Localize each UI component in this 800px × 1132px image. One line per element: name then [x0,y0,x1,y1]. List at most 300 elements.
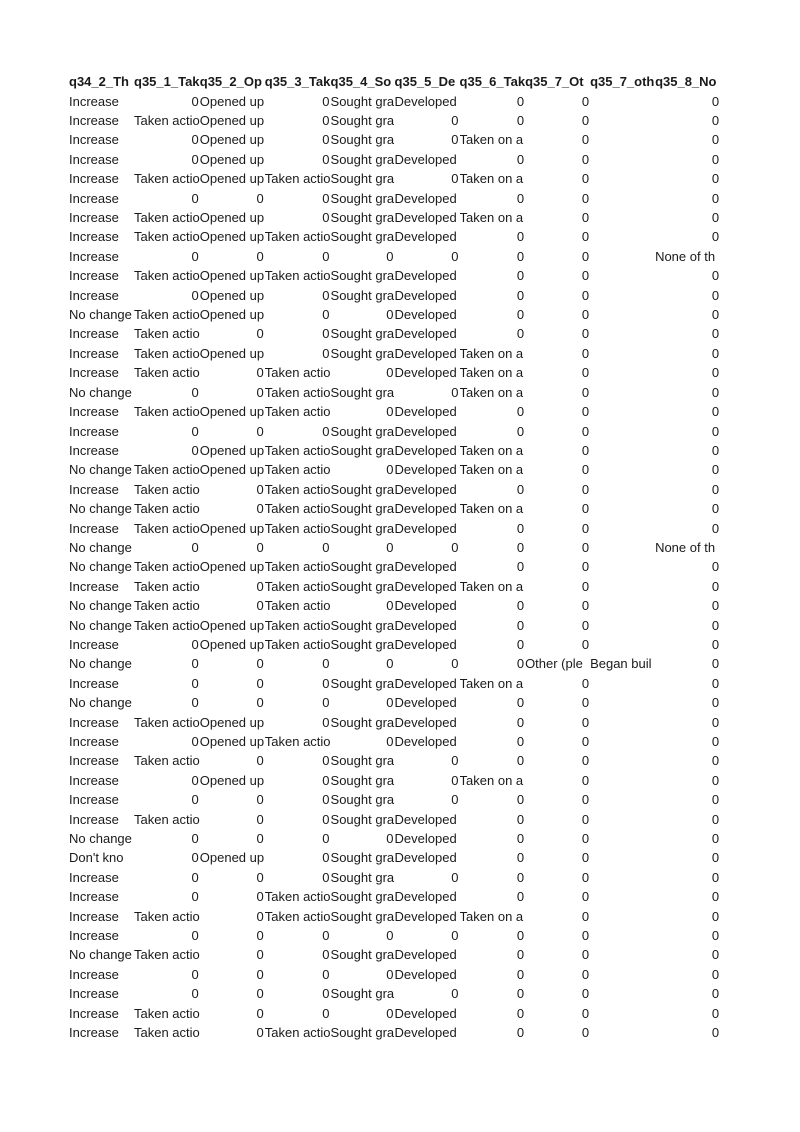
table-cell: 0 [256,675,264,691]
table-cell: 0 [256,908,264,924]
table-cell: Sought gra [330,792,395,808]
table-cell: 0 [256,501,264,517]
table-cell: Developed [394,695,457,711]
table-cell: 0 [256,578,264,594]
table-cell [590,91,655,110]
table-cell: 0 [711,210,720,226]
table-row [69,344,720,363]
table-cell: Taken on a [459,578,524,594]
table-row [69,324,720,343]
table-cell: Increase [69,229,119,245]
table-cell: 0 [581,869,590,885]
table-cell: Developed [394,1025,457,1041]
table-cell: No change [69,947,132,963]
table-cell: 0 [191,287,199,303]
table-cell: 0 [386,656,394,672]
table-cell: Sought gra [330,986,395,1002]
table-cell: 0 [256,986,264,1002]
table-cell: Taken actio [134,1005,200,1021]
table-cell: 0 [581,831,590,847]
header-row [69,72,720,91]
table-cell: 0 [516,966,525,982]
table-cell: Taken actio [264,442,331,458]
table-cell: No change [69,462,132,478]
table-cell: Increase [69,928,119,944]
table-cell: 0 [256,753,264,769]
table-cell: 0 [581,423,590,439]
table-cell: Sought gra [330,384,395,400]
table-cell: 0 [711,947,720,963]
table-cell: 0 [256,966,264,982]
table-cell: 0 [386,928,394,944]
table-cell: Opened up [199,132,265,148]
table-cell [590,712,655,731]
table-cell: Developed [394,947,457,963]
table-cell: 0 [516,889,525,905]
table-row [69,227,720,246]
table-row [69,499,720,518]
table-cell: Taken actio [264,268,331,284]
column-header: q35_5_De [394,74,456,90]
table-cell: 0 [711,365,720,381]
column-header: q35_7_oth [590,74,655,90]
table-cell: Increase [69,345,119,361]
table-cell: 0 [581,578,590,594]
table-cell: 0 [711,132,720,148]
table-cell: 0 [322,190,330,206]
table-cell: 0 [191,248,199,264]
table-cell: 0 [386,966,394,982]
table-cell [590,693,655,712]
table-cell: No change [69,831,132,847]
table-cell [590,751,655,770]
table-cell: 0 [581,345,590,361]
table-cell: Increase [69,772,119,788]
table-cell [590,596,655,615]
table-cell: 0 [581,287,590,303]
table-cell: Developed [394,268,457,284]
table-cell: Taken actio [264,578,331,594]
table-cell: 0 [516,151,525,167]
table-cell: 0 [581,307,590,323]
table-cell: Taken actio [264,171,331,187]
table-cell: 0 [516,986,525,1002]
table-cell: Sought gra [330,1025,395,1041]
table-cell: Sought gra [330,481,395,497]
table-cell: 0 [322,831,330,847]
table-cell: Opened up [199,617,265,633]
table-cell: 0 [191,384,199,400]
table-cell: 0 [516,268,525,284]
table-cell: Taken actio [264,734,331,750]
table-cell: Increase [69,792,119,808]
table-cell: 0 [581,481,590,497]
table-cell: 0 [386,831,394,847]
table-row [69,285,720,304]
table-cell: Increase [69,190,119,206]
table-cell [590,344,655,363]
table-cell: 0 [581,559,590,575]
table-cell: Increase [69,675,119,691]
table-cell: 0 [386,598,394,614]
table-cell: 0 [581,151,590,167]
table-cell: 0 [581,636,590,652]
table-row [69,674,720,693]
table-cell: Sought gra [330,772,395,788]
table-cell [590,635,655,654]
table-cell: 0 [581,947,590,963]
table-cell: 0 [581,966,590,982]
table-cell [590,557,655,576]
table-cell: 0 [581,132,590,148]
table-cell: 0 [386,734,394,750]
table-row [69,635,720,654]
table-cell: Increase [69,636,119,652]
table-cell: 0 [581,598,590,614]
table-cell: Developed [394,462,457,478]
table-cell: Taken actio [264,229,331,245]
table-cell [590,518,655,537]
table-cell: Sought gra [330,268,395,284]
table-cell: Developed [394,190,457,206]
table-cell: 0 [711,850,720,866]
table-cell [590,674,655,693]
table-cell: Developed [394,908,457,924]
table-cell: Taken actio [264,1025,331,1041]
table-cell: Increase [69,811,119,827]
table-row [69,208,720,227]
table-cell [590,771,655,790]
table-cell [590,887,655,906]
table-cell: Increase [69,132,119,148]
table-cell: Opened up [199,113,265,129]
table-cell: Taken actio [134,811,200,827]
table-cell: Sought gra [330,811,395,827]
table-cell: 0 [581,365,590,381]
table-cell: 0 [322,986,330,1002]
table-cell: Increase [69,1025,119,1041]
table-cell: 0 [516,229,525,245]
table-cell: Taken actio [264,501,331,517]
table-cell: Increase [69,714,119,730]
table-cell: 0 [711,656,720,672]
table-row [69,518,720,537]
table-cell: No change [69,307,132,323]
table-cell: Sought gra [330,869,395,885]
table-row [69,577,720,596]
table-cell: 0 [516,287,525,303]
table-cell [590,1004,655,1023]
table-cell: 0 [711,462,720,478]
table-cell: 0 [516,714,525,730]
table-cell: Opened up [199,520,265,536]
table-cell [590,577,655,596]
table-cell [590,266,655,285]
table-cell: Don't kno [69,850,124,866]
table-cell: Sought gra [330,501,395,517]
table-cell: Increase [69,520,119,536]
table-cell: 0 [711,772,720,788]
table-cell: 0 [516,539,525,555]
table-cell: 0 [711,1025,720,1041]
table-cell: 0 [711,442,720,458]
table-cell: Sought gra [330,132,395,148]
table-cell: 0 [256,889,264,905]
table-cell: Developed [394,307,457,323]
table-cell: Developed [394,229,457,245]
table-cell: 0 [322,792,330,808]
table-cell: 0 [256,947,264,963]
table-cell: None of th [655,539,716,555]
table-cell: 0 [516,811,525,827]
table-cell: 0 [711,695,720,711]
table-cell: 0 [322,423,330,439]
table-cell: 0 [711,423,720,439]
table-cell [590,984,655,1003]
table-cell: Developed [394,210,457,226]
table-cell: 0 [191,928,199,944]
table-cell: Taken on a [459,171,524,187]
table-row [69,188,720,207]
table-row [69,402,720,421]
table-cell: 0 [256,326,264,342]
table-cell: 0 [711,928,720,944]
table-cell: 0 [322,1005,330,1021]
table-cell [590,615,655,634]
table-cell [590,247,655,266]
table-cell: Began buil [590,656,652,672]
table-cell [590,965,655,984]
table-cell: 0 [711,229,720,245]
table-cell: 0 [581,753,590,769]
table-cell: Developed [394,365,457,381]
table-cell [590,285,655,304]
table-cell: 0 [322,132,330,148]
table-cell: 0 [581,93,590,109]
table-cell: Taken actio [134,462,200,478]
table-cell: Sought gra [330,442,395,458]
table-cell: 0 [581,1005,590,1021]
column-header: q35_6_Tak [459,74,526,90]
table-cell [590,499,655,518]
table-row [69,829,720,848]
table-cell: 0 [386,365,394,381]
table-row [69,693,720,712]
table-cell: Increase [69,908,119,924]
spreadsheet-page [69,72,720,1042]
table-cell: Taken actio [134,501,200,517]
table-cell: Developed [394,501,457,517]
table-cell: Taken actio [134,210,200,226]
column-header: q35_2_Op [199,74,262,90]
table-cell: 0 [322,248,330,264]
table-cell: Taken actio [134,753,200,769]
table-cell: 0 [322,928,330,944]
table-cell: Opened up [199,268,265,284]
table-cell [590,538,655,557]
table-cell: 0 [191,190,199,206]
table-cell: 0 [711,520,720,536]
table-row [69,480,720,499]
table-row [69,1023,720,1042]
table-cell: 0 [256,1025,264,1041]
table-cell: Taken actio [264,384,331,400]
table-cell: Sought gra [330,947,395,963]
table-cell: Increase [69,442,119,458]
table-cell: 0 [386,462,394,478]
table-cell: 0 [516,617,525,633]
table-cell: Taken actio [264,520,331,536]
table-cell: 0 [711,113,720,129]
table-row [69,654,720,673]
table-cell: 0 [581,675,590,691]
table-cell: 0 [386,1005,394,1021]
table-cell [590,169,655,188]
table-cell: 0 [191,986,199,1002]
table-cell: 0 [322,947,330,963]
table-cell: Increase [69,578,119,594]
table-cell: 0 [256,869,264,885]
table-cell: 0 [581,520,590,536]
table-cell: 0 [451,248,459,264]
table-cell [590,809,655,828]
table-cell: 0 [191,93,199,109]
table-cell: Opened up [199,287,265,303]
table-cell: 0 [581,442,590,458]
table-cell: 0 [581,501,590,517]
table-cell: Sought gra [330,423,395,439]
table-cell: 0 [711,792,720,808]
table-cell: Opened up [199,442,265,458]
table-cell: 0 [581,229,590,245]
table-cell: Sought gra [330,190,395,206]
table-cell: 0 [451,132,459,148]
table-cell: 0 [191,850,199,866]
table-cell: Increase [69,481,119,497]
table-cell [590,460,655,479]
table-cell: Developed [394,423,457,439]
table-cell: Increase [69,268,119,284]
table-row [69,383,720,402]
table-row [69,305,720,324]
table-cell: 0 [191,792,199,808]
table-cell: 0 [581,772,590,788]
table-cell: 0 [581,384,590,400]
table-row [69,848,720,867]
table-cell: 0 [581,928,590,944]
table-cell: Sought gra [330,714,395,730]
table-cell: 0 [516,481,525,497]
table-cell [590,480,655,499]
table-row [69,363,720,382]
table-cell: Taken actio [264,908,331,924]
table-cell: 0 [516,404,525,420]
table-cell: 0 [256,656,264,672]
table-cell: 0 [711,171,720,187]
table-cell: Taken actio [134,559,200,575]
table-cell: No change [69,539,132,555]
table-cell: 0 [386,307,394,323]
table-cell: 0 [711,1005,720,1021]
table-row [69,1004,720,1023]
table-cell: 0 [711,501,720,517]
table-cell: Developed [394,442,457,458]
table-cell [590,208,655,227]
table-cell: 0 [451,986,459,1002]
table-row [69,615,720,634]
table-cell: Developed [394,734,457,750]
table-cell: Taken actio [264,598,331,614]
table-cell: 0 [516,734,525,750]
table-cell: 0 [711,986,720,1002]
table-cell: Taken actio [134,578,200,594]
table-cell: Taken actio [134,326,200,342]
table-cell: Increase [69,889,119,905]
table-cell: 0 [516,792,525,808]
table-cell: Developed [394,617,457,633]
table-cell [590,324,655,343]
table-cell: 0 [711,151,720,167]
table-cell [590,829,655,848]
table-cell: Opened up [199,734,265,750]
table-cell: 0 [386,404,394,420]
table-cell [590,790,655,809]
table-row [69,150,720,169]
table-cell: 0 [711,889,720,905]
table-cell: 0 [711,345,720,361]
table-cell: Taken actio [134,404,200,420]
table-cell: Developed [394,714,457,730]
table-cell: 0 [322,93,330,109]
table-cell: 0 [191,423,199,439]
table-cell: Sought gra [330,578,395,594]
table-row [69,926,720,945]
table-cell: 0 [711,675,720,691]
table-cell: 0 [191,675,199,691]
table-cell: 0 [711,734,720,750]
table-cell: 0 [711,287,720,303]
table-cell: 0 [256,811,264,827]
table-cell: Taken on a [459,908,524,924]
table-cell: Taken on a [459,501,524,517]
table-cell: 0 [322,714,330,730]
table-cell: Developed [394,404,457,420]
table-cell: 0 [191,695,199,711]
table-row [69,984,720,1003]
table-cell: No change [69,501,132,517]
table-cell [590,130,655,149]
table-cell: No change [69,598,132,614]
table-cell: Developed [394,326,457,342]
table-cell: 0 [581,171,590,187]
table-cell: Opened up [199,636,265,652]
table-cell: 0 [581,210,590,226]
table-cell: 0 [322,811,330,827]
table-cell: 0 [191,966,199,982]
table-cell: 0 [711,966,720,982]
table-cell: Opened up [199,404,265,420]
table-cell: 0 [516,307,525,323]
table-cell: 0 [256,598,264,614]
table-cell: 0 [581,268,590,284]
table-cell: 0 [516,113,525,129]
table-cell [590,1023,655,1042]
table-cell: 0 [322,307,330,323]
table-cell: Taken on a [459,384,524,400]
table-cell: 0 [711,307,720,323]
table-cell [590,383,655,402]
table-cell: 0 [516,850,525,866]
